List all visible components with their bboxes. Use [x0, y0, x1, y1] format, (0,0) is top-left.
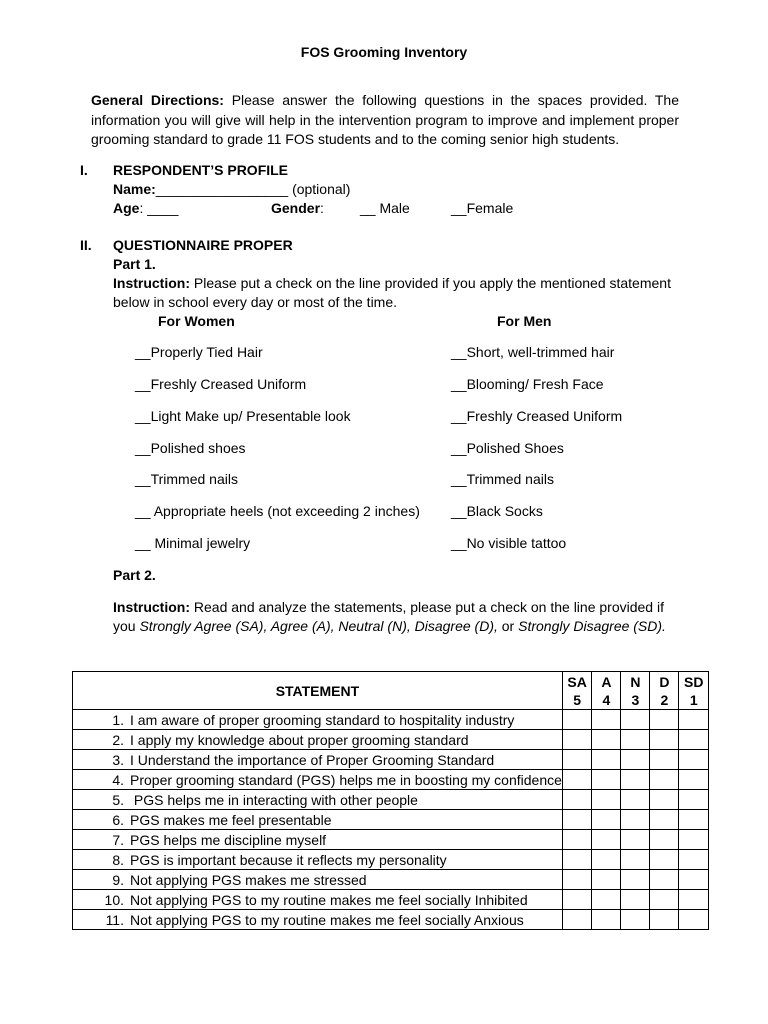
rating-checkbox-cell[interactable] — [621, 750, 650, 770]
rating-checkbox-cell[interactable] — [621, 790, 650, 810]
instruction1-line2: below in school every day or most of the time. — [113, 294, 398, 310]
gender-female-option[interactable]: __Female — [451, 200, 514, 216]
part2-label: Part 2. — [113, 567, 156, 583]
rating-column-header — [650, 672, 679, 710]
rating-checkbox-cell[interactable] — [650, 910, 679, 930]
statement-text: PGS makes me feel presentable — [130, 811, 332, 828]
rating-checkbox-cell[interactable] — [679, 750, 709, 770]
rating-checkbox-cell[interactable] — [679, 850, 709, 870]
section1-heading: RESPONDENT’S PROFILE — [113, 162, 289, 178]
statement-cell — [73, 870, 563, 890]
rating-checkbox-cell[interactable] — [621, 770, 650, 790]
table-row — [73, 750, 709, 770]
rating-checkbox-cell[interactable] — [562, 870, 592, 890]
rating-checkbox-cell[interactable] — [592, 890, 621, 910]
rating-checkbox-cell[interactable] — [562, 770, 592, 790]
rating-checkbox-cell[interactable] — [679, 910, 709, 930]
rating-checkbox-cell[interactable] — [679, 790, 709, 810]
statement-number: 7. — [112, 831, 124, 848]
men-checklist-item[interactable]: __Polished Shoes — [451, 440, 564, 456]
statement-cell — [73, 850, 563, 870]
gender-label: Gender — [271, 200, 321, 216]
table-row — [73, 770, 709, 790]
rating-checkbox-cell[interactable] — [592, 730, 621, 750]
statement-cell — [73, 890, 563, 910]
rating-column-header — [679, 672, 709, 710]
statement-text: PGS helps me discipline myself — [130, 831, 327, 848]
part2-instruction — [113, 599, 664, 615]
scale-or: or — [501, 618, 515, 634]
rating-checkbox-cell[interactable] — [592, 770, 621, 790]
rating-checkbox-cell[interactable] — [562, 790, 592, 810]
statement-number: 6. — [112, 811, 124, 828]
part2-scale-line — [113, 618, 666, 634]
rating-checkbox-cell[interactable] — [621, 870, 650, 890]
rating-score: 4 — [602, 691, 611, 708]
rating-checkbox-cell[interactable] — [679, 830, 709, 850]
rating-column-header — [621, 672, 650, 710]
age-line — [113, 200, 178, 216]
women-checklist-item[interactable]: __Freshly Creased Uniform — [135, 376, 307, 392]
rating-checkbox-cell[interactable] — [621, 810, 650, 830]
men-checklist-item[interactable]: __Blooming/ Fresh Face — [451, 376, 604, 392]
name-blank[interactable]: _________________ — [155, 181, 289, 197]
name-line — [113, 181, 350, 197]
rating-checkbox-cell[interactable] — [679, 730, 709, 750]
rating-abbr: A — [601, 673, 612, 690]
rating-checkbox-cell[interactable] — [592, 870, 621, 890]
rating-checkbox-cell[interactable] — [562, 910, 592, 930]
age-blank[interactable]: : ____ — [139, 200, 179, 216]
name-optional: (optional) — [292, 181, 351, 197]
statement-text: I apply my knowledge about proper grooming standard — [130, 731, 469, 748]
rating-checkbox-cell[interactable] — [650, 790, 679, 810]
rating-checkbox-cell[interactable] — [592, 790, 621, 810]
rating-checkbox-cell[interactable] — [650, 810, 679, 830]
men-checklist-item[interactable]: __Short, well-trimmed hair — [451, 344, 615, 360]
rating-checkbox-cell[interactable] — [562, 710, 592, 730]
women-checklist-item[interactable]: __Trimmed nails — [135, 471, 238, 487]
women-checklist-item[interactable]: __Polished shoes — [135, 440, 246, 456]
statement-text: I am aware of proper grooming standard to hospitality industry — [130, 711, 515, 728]
rating-checkbox-cell[interactable] — [679, 710, 709, 730]
rating-checkbox-cell[interactable] — [562, 850, 592, 870]
instruction2-text: Read and analyze the statements, please put a check on the line provided if — [193, 599, 664, 615]
statement-cell — [73, 730, 563, 750]
rating-score: 2 — [660, 691, 669, 708]
rating-checkbox-cell[interactable] — [621, 890, 650, 910]
rating-checkbox-cell[interactable] — [562, 730, 592, 750]
statement-number: 8. — [112, 851, 124, 868]
instruction2-label: Instruction: — [113, 599, 190, 615]
table-row — [73, 810, 709, 830]
statement-cell — [73, 910, 563, 930]
rating-checkbox-cell[interactable] — [562, 890, 592, 910]
statement-column-header: STATEMENT — [73, 672, 563, 710]
statement-number: 1. — [112, 711, 124, 728]
rating-checkbox-cell[interactable] — [679, 870, 709, 890]
rating-column-header — [562, 672, 592, 710]
rating-abbr: SA — [567, 673, 587, 690]
statement-cell — [73, 830, 563, 850]
rating-abbr: N — [630, 673, 641, 690]
rating-checkbox-cell[interactable] — [592, 810, 621, 830]
general-directions — [91, 91, 679, 150]
rating-checkbox-cell[interactable] — [679, 890, 709, 910]
age-label: Age — [113, 200, 140, 216]
rating-checkbox-cell[interactable] — [562, 830, 592, 850]
gender-colon: : — [320, 200, 324, 216]
statement-cell — [73, 710, 563, 730]
name-label: Name: — [113, 181, 156, 197]
statement-number: 3. — [112, 751, 124, 768]
rating-score: 1 — [689, 691, 698, 708]
women-checklist-item[interactable]: __ Minimal jewelry — [135, 535, 251, 551]
men-checklist-item[interactable]: __Black Socks — [451, 503, 543, 519]
general-directions-label: General Directions: — [91, 92, 224, 108]
rating-checkbox-cell[interactable] — [679, 770, 709, 790]
rating-checkbox-cell[interactable] — [562, 810, 592, 830]
statement-number: 4. — [112, 771, 124, 788]
statement-text: I Understand the importance of Proper Grooming Standard — [130, 751, 495, 768]
table-row — [73, 830, 709, 850]
table-row — [73, 790, 709, 810]
men-checklist-item[interactable]: __No visible tattoo — [451, 535, 567, 551]
statement-number: 10. — [104, 891, 124, 908]
rating-checkbox-cell[interactable] — [592, 910, 621, 930]
rating-checkbox-cell[interactable] — [592, 710, 621, 730]
rating-checkbox-cell[interactable] — [650, 710, 679, 730]
instruction-label: Instruction: — [113, 275, 190, 291]
statement-cell — [73, 770, 563, 790]
rating-checkbox-cell[interactable] — [621, 910, 650, 930]
rating-checkbox-cell[interactable] — [679, 810, 709, 830]
table-row — [73, 890, 709, 910]
statement-text: Not applying PGS to my routine makes me feel socially Inhibited — [130, 891, 528, 908]
rating-column-header — [592, 672, 621, 710]
scale-sd: Strongly Disagree (SD). — [518, 618, 666, 634]
statement-cell — [73, 750, 563, 770]
instruction1-line1: Please put a check on the line provided if you apply the mentioned statement — [193, 275, 671, 291]
rating-score: 5 — [573, 691, 582, 708]
gender-male-option[interactable]: __ Male — [360, 200, 410, 216]
table-row — [73, 910, 709, 930]
men-header: For Men — [497, 313, 552, 329]
table-header-row — [73, 672, 709, 710]
statement-number: 11. — [105, 911, 124, 928]
document-title: FOS Grooming Inventory — [300, 44, 468, 60]
part1-label: Part 1. — [113, 256, 156, 272]
rating-checkbox-cell[interactable] — [621, 730, 650, 750]
rating-checkbox-cell[interactable] — [621, 710, 650, 730]
table-row — [73, 730, 709, 750]
rating-abbr: SD — [683, 673, 704, 690]
section2-heading: QUESTIONNAIRE PROPER — [113, 237, 293, 253]
women-header: For Women — [158, 313, 235, 329]
rating-checkbox-cell[interactable] — [650, 870, 679, 890]
statement-text: Not applying PGS makes me stressed — [130, 871, 367, 888]
rating-checkbox-cell[interactable] — [650, 890, 679, 910]
section1-numeral: I. — [80, 162, 88, 178]
section2-numeral: II. — [80, 237, 92, 253]
women-checklist-item[interactable]: __Light Make up/ Presentable look — [135, 408, 351, 424]
statement-number: 2. — [112, 731, 124, 748]
statement-text: Proper grooming standard (PGS) helps me in boosting my confidence — [130, 771, 562, 788]
gender-line — [271, 200, 324, 216]
rating-checkbox-cell[interactable] — [650, 850, 679, 870]
rating-checkbox-cell[interactable] — [592, 850, 621, 870]
rating-checkbox-cell[interactable] — [650, 730, 679, 750]
rating-checkbox-cell[interactable] — [562, 750, 592, 770]
scale-options: Strongly Agree (SA), Agree (A), Neutral (N), Disagree (D), — [139, 618, 498, 634]
statement-text: Not applying PGS to my routine makes me feel socially Anxious — [130, 911, 524, 928]
rating-checkbox-cell[interactable] — [621, 830, 650, 850]
statement-cell — [73, 790, 563, 810]
women-checklist-item[interactable]: __ Appropriate heels (not exceeding 2 inches) — [135, 503, 420, 519]
women-checklist-item[interactable]: __Properly Tied Hair — [135, 344, 263, 360]
rating-score: 3 — [631, 691, 640, 708]
statement-table — [72, 671, 709, 930]
rating-checkbox-cell[interactable] — [650, 830, 679, 850]
statement-number: 9. — [112, 871, 124, 888]
general-directions-text: Please answer the following questions in the spaces provided. The information you will give will help in the intervention program to improve and implement proper grooming standard to grade 11 FOS students and to the coming senior high students. — [91, 92, 680, 147]
statement-text: PGS is important because it reflects my personality — [130, 851, 447, 868]
statement-number: 5. — [112, 791, 124, 808]
table-row — [73, 710, 709, 730]
rating-abbr: D — [659, 673, 670, 690]
statement-text: PGS helps me in interacting with other people — [130, 791, 418, 808]
instruction2-you: you — [113, 618, 136, 634]
rating-checkbox-cell[interactable] — [592, 830, 621, 850]
rating-checkbox-cell[interactable] — [592, 750, 621, 770]
table-row — [73, 850, 709, 870]
men-checklist-item[interactable]: __Freshly Creased Uniform — [451, 408, 623, 424]
rating-checkbox-cell[interactable] — [621, 850, 650, 870]
table-row — [73, 870, 709, 890]
rating-checkbox-cell[interactable] — [650, 770, 679, 790]
men-checklist-item[interactable]: __Trimmed nails — [451, 471, 554, 487]
statement-cell — [73, 810, 563, 830]
part1-instruction — [113, 275, 671, 291]
rating-checkbox-cell[interactable] — [650, 750, 679, 770]
